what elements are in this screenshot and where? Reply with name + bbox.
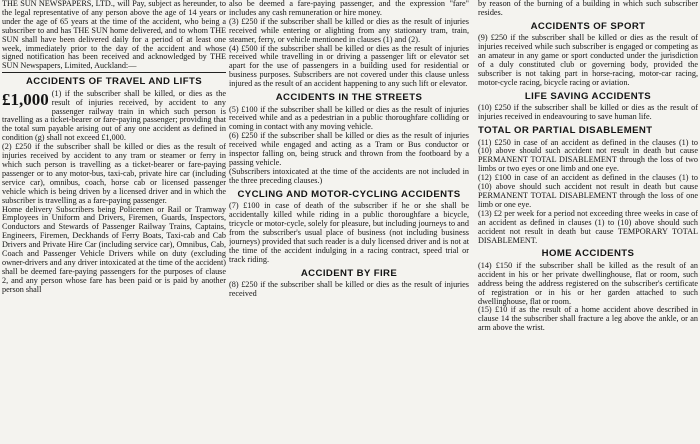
fare-continuation: also be deemed a fare-paying passenger, and the expression "fare" includes any cash remuneration or hire money. bbox=[229, 0, 469, 17]
clause-8: (8) £250 if the subscriber shall be killed or dies as the result of injuries received bbox=[229, 280, 469, 298]
clause-15: (15) £10 if as the result of a home accident above described in clause 14 the subscriber shall fracture a leg above the ankle, or an arm above the wrist. bbox=[478, 305, 698, 333]
clause-1: (1) if the subscriber shall be killed, or dies as the result of injuries received, by accident to any passenger railway train in which such person is travelling as a ticket-bearer or fare-paying passenger; providing that the total sum payable arising out of any one accident as defined in condition (g) shall not exceed £1,000. bbox=[2, 88, 226, 143]
section-heading-fire: ACCIDENT BY FIRE bbox=[300, 267, 398, 279]
fire-continuation: by reason of the burning of a building in which such subscriber resides. bbox=[478, 0, 698, 17]
column-1 bbox=[2, 0, 226, 444]
section-heading-home: HOME ACCIDENTS bbox=[541, 248, 635, 260]
column-3 bbox=[478, 0, 698, 444]
divider bbox=[2, 72, 226, 73]
clause-6: (6) £250 if the subscriber shall be killed or dies as the result of injuries received while engaged and acting as a Tram or Bus conductor or inspector falling on, being struck and thrown from the footboard by a passing vehicle. bbox=[229, 131, 469, 167]
section-heading-cycling: CYCLING AND MOTOR-CYCLING ACCIDENTS bbox=[237, 188, 461, 200]
section-heading-sport: ACCIDENTS OF SPORT bbox=[530, 20, 646, 32]
amount-1000: £1,000 bbox=[2, 89, 49, 109]
intoxication-note: (Subscribers intoxicated at the time of the accidents are not included in the three preceding clauses.) bbox=[229, 166, 469, 185]
clause-14: (14) £150 if the subscriber shall be killed as the result of an accident in his or her private dwellinghouse, flat or room, such address being the address registered on the subscriber's certificate of registration or in his or her garden attached to such dwellinghouse, flat or room. bbox=[478, 260, 698, 306]
clause-7: (7) £100 in case of death of the subscriber if he or she shall be accidentally killed while riding in a public thoroughfare a bicycle, tricycle or motor-cycle, solely for pleasure, but including journeys to and from the subscriber's usual place of business (not including business journeys) provided that such reader is a duly licensed driver and is not at the time of the accident indulging in a racing contract, speed trial or track riding. bbox=[229, 201, 469, 264]
column-2 bbox=[229, 0, 469, 444]
intro-paragraph: THE SUN NEWSPAPERS, LTD., will Pay, subject as hereunder, to the legal representative of any person above the age of 14 years or under the age of 65 years at the time of the accident, who being a subscriber to and has THE SUN home delivered, and to whom THE SUN shall have been delivered daily for a period of at least one week, immediately prior to the day of the accident and whose signed notification has been received and acknowledged by THE SUN Newspapers, Limited, Auckland:— bbox=[2, 0, 226, 71]
clause-4: (4) £500 if the subscriber shall be killed or dies as the result of injuries received while travelling in or driving a passenger lift or elevator set apart for the use of passengers in a building used for residential or business purposes. Subscribers are not covered under this clause unless injured as the result of an accident happening to any such lift or elevator. bbox=[229, 43, 469, 89]
section-heading-streets: ACCIDENTS IN THE STREETS bbox=[275, 92, 423, 104]
clause-13: (13) £2 per week for a period not exceeding three weeks in case of an accident as defined in clauses (1) to (10) above should such accident not result in death but cause TEMPORARY TOTAL DISABLEMENT. bbox=[478, 208, 698, 245]
clause-10: (10) £250 if the subscriber shall be killed or dies as the result of injuries received in endeavouring to save human life. bbox=[478, 103, 698, 122]
section-heading-life-saving: LIFE SAVING ACCIDENTS bbox=[524, 90, 652, 102]
clause-9: (9) £250 if the subscriber shall be killed or dies as the result of injuries received while such subscriber is engaged or competing as an amateur in any game or sport conducted under the jurisdiction of a duly constituted club or governing body, provided the subscriber is not taking part in horse-racing, motor-car racing, motor-cycle racing, bicycle racing or aviation. bbox=[478, 33, 698, 87]
section-heading-disablement: TOTAL OR PARTIAL DISABLEMENT bbox=[478, 125, 653, 137]
home-delivery-paragraph: Home delivery Subscribers being Policemen or Rail or Tramway Employees in Uniform and Drivers, Firemen, Guards, Inspectors, Conductors and Stewards of Passenger Railway Trains, Captains, Engineers, Firemen, Deckhands of Ferry Boats, Taxi-cab and Cab Drivers and Private Hire Car (including service car), Omnibus, Cab, Coach and Passenger Vehicle Drivers while on duty (excluding owner-drivers and any driver intoxicated at the time of the accident) shall be deemed fare-paying passengers for the purposes of clause 2, and any person whose fare has been paid or is paid by another person shall bbox=[2, 204, 226, 294]
clause-2: (2) £250 if the subscriber shall be killed or dies as the result of injuries received by accident to any tram or steamer or ferry in which such person is travelling as a ticket-bearer or fare-paying passenger or to any motor-bus, taxi-cab, private hire car (including service car), omnibus, coach, horse cab or licensed passenger vehicle which is being driven by a licensed driver and in which the subscriber is travelling as a fare-paying passenger. bbox=[2, 142, 226, 205]
clause-3: (3) £250 if the subscriber shall be killed or dies as the result of injuries received while entering or alighting from any stationary tram, train, steamer, ferry, or vehicle mentioned in clauses (1) and (2). bbox=[229, 16, 469, 44]
clause-11: (11) £250 in case of an accident as defined in the clauses (1) to (10) above should such accident not result in death but cause PERMANENT TOTAL DISABLEMENT through the loss of two limbs or two eyes or one limb and one eye. bbox=[478, 137, 698, 174]
clause-5: (5) £100 if the subscriber shall be killed or dies as the result of injuries received while and as a pedestrian in a public thoroughfare colliding or coming in contact with any moving vehicle. bbox=[229, 104, 469, 132]
clause-12: (12) £100 in case of an accident as defined in the clauses (1) to (10) above should such accident not result in death but cause PERMANENT TOTAL DISABLEMENT through the loss of one limb or one eye. bbox=[478, 173, 698, 209]
section-heading-travel: ACCIDENTS OF TRAVEL AND LIFTS bbox=[25, 76, 203, 88]
